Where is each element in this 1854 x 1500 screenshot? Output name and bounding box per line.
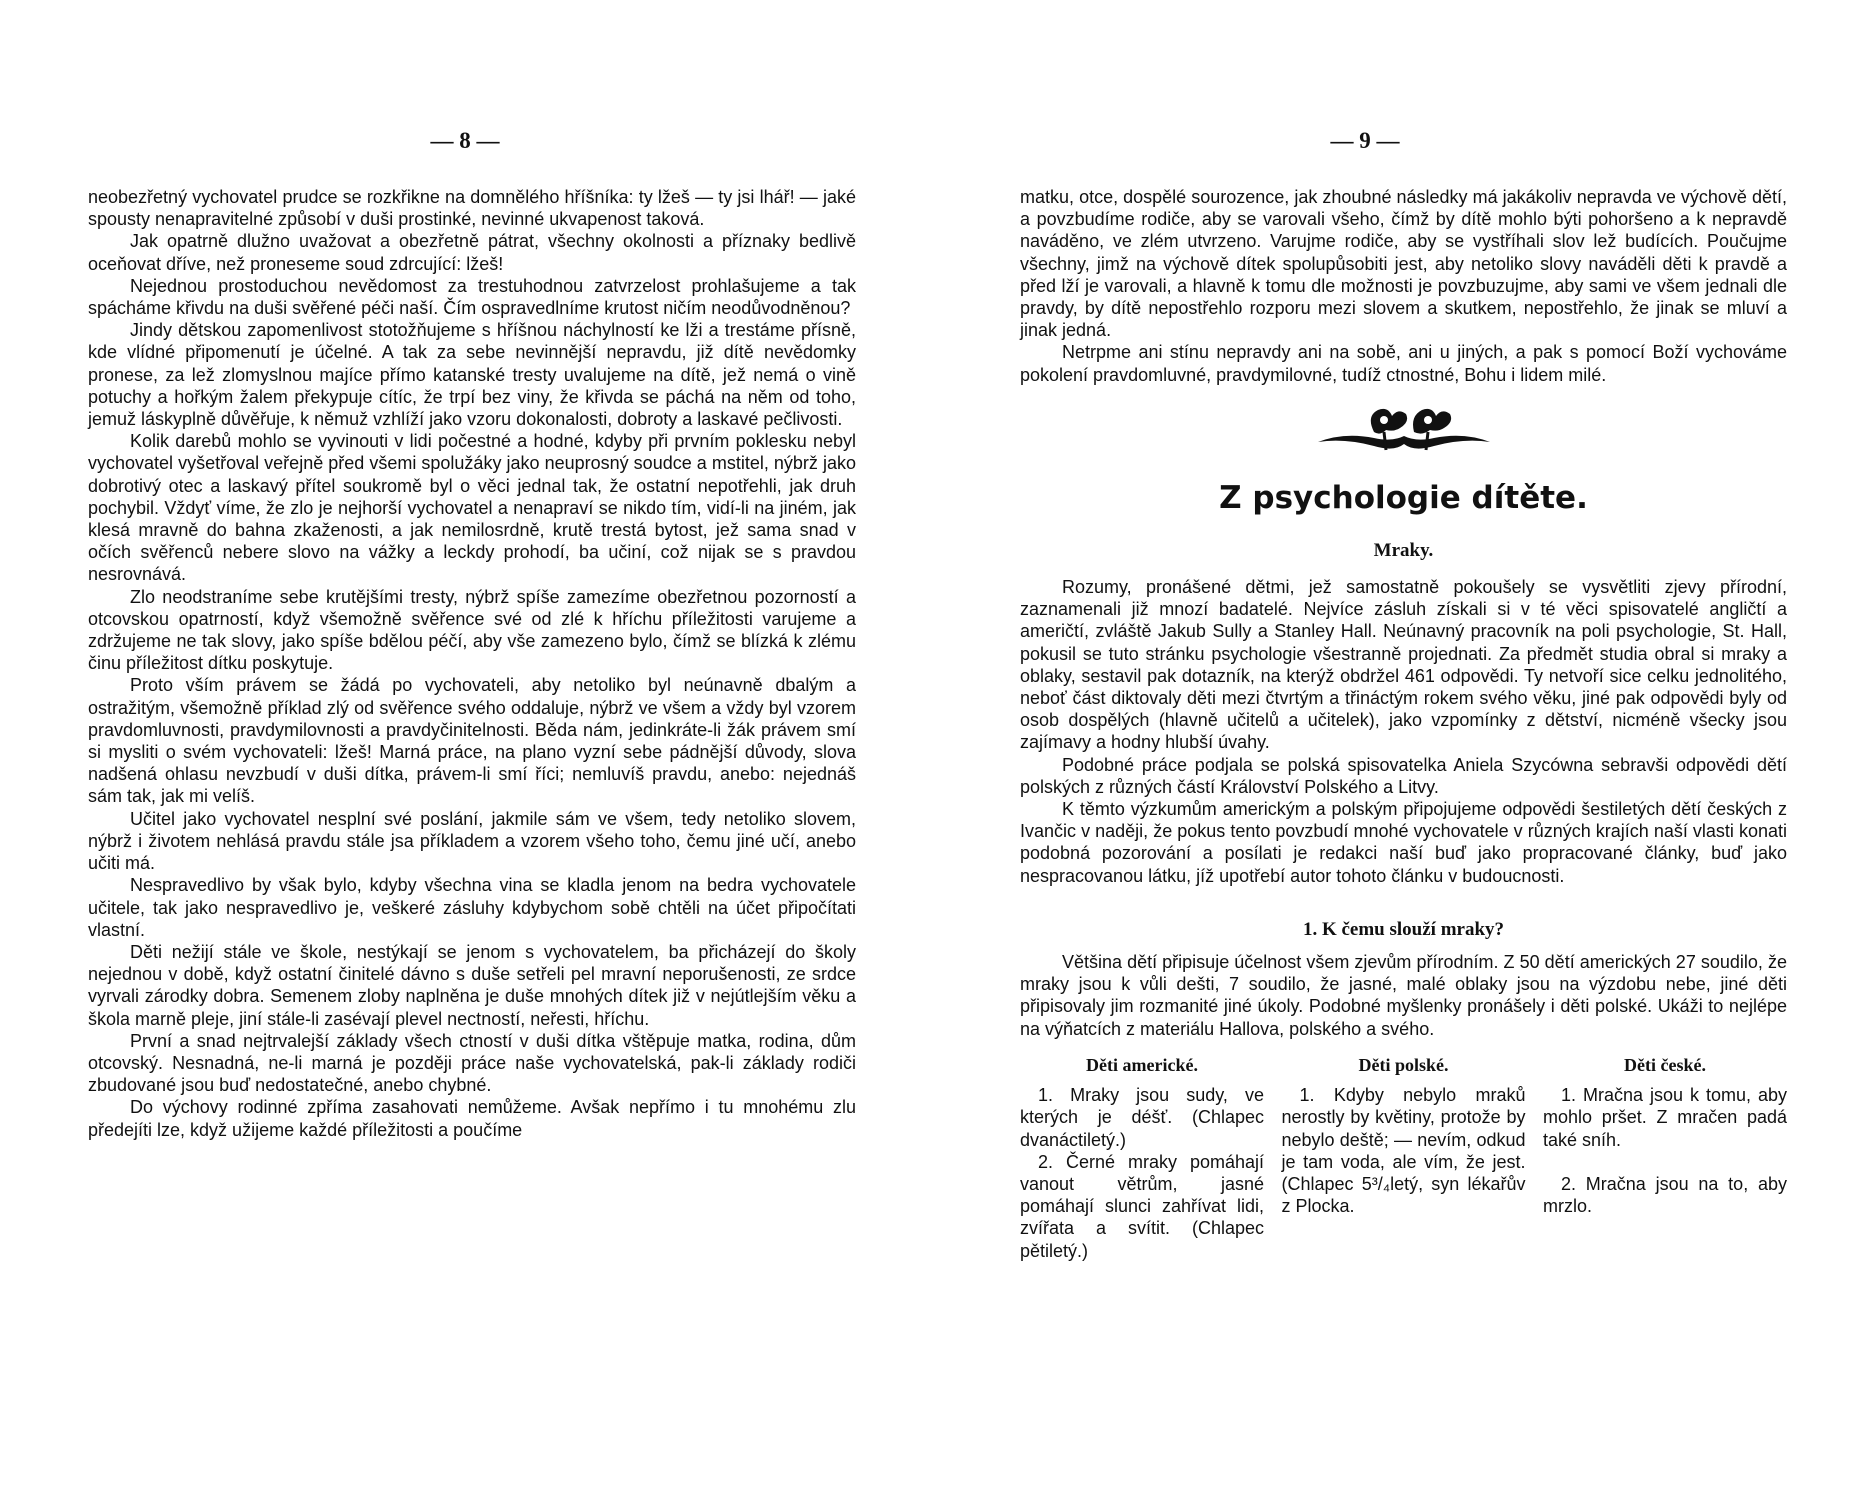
article-title: Z psychologie dítěte. bbox=[1219, 479, 1588, 516]
article-subtitle: Mraky. bbox=[1373, 539, 1434, 561]
paragraph: Proto vším právem se žádá po vychovateli, aby netoliko byl neúnavně dbalým a ostražitým, všemožně příklad zlý od svěřence svého oddaluje, nýbrž ve všem a vždy byl vzorem pravdomluvnosti, pravdymilovnosti a pravdyčinitelnosti. Běda nám, jedinkráte-li žák právem smí si mysliti o svém vychovateli: lžeš! Marná práce, na plano vyzní sebe pádnější důvody, slova nadšená ohlasu nevzbudí v duši dítka, právem-li smí říci; nemluvíš pravdu, anebo: nejednáš sám tak, jak mi velíš. bbox=[88, 675, 856, 807]
paragraph: Nejednou prostoduchou nevědomost za trestuhodnou zatvrzelost prohlašujeme a tak spácháme křivdu na duši svěřené péči naší. Čím ospravedlníme krutost ničím neodůvodněnou? bbox=[88, 275, 856, 319]
paragraph: Rozumy, pronášené dětmi, jež samostatně pokoušely se vysvětliti zjevy přírodní, zaznamenali již mnozí badatelé. Nejvíce zásluh získali si v té věci spisovatelé angličtí a američtí, zvláště Jakub Sully a Stanley Hall. Neúnavný pracovník na poli psychologie, St. Hall, pokusil se tuto stránku psychologie všestranně projednati. Za předmět studia obral si mraky a oblaky, sestavil pak dotazník, na kterýž obdržel 461 odpovědi. Ty netvoří sice celku jednolitého, neboť část diktovaly děti mezi čtvrtým a třináctým rokem svého věku, jiné pak odpovědi byly od osob dospělých (hlavně učitelů a učitelek), jako vzpomínky z dětství, nicméně všecky jsou zajímavy a hodny hlubší úvahy. bbox=[1020, 577, 1787, 753]
paragraph: matku, otce, dospělé sourozence, jak zhoubné následky má jakákoliv nepravda ve výchově dětí, a povzbudíme rodiče, aby se varovali všeho, čímž by dítě mohlo býti pohoršeno a k nepravdě naváděno, ve zlém utvrzeno. Varujme rodiče, aby se vystříhali slov lež budících. Poučujme všechny, jimž na výchově dítek spolupůsobiti jest, aby netoliko slovy naváděli děti k pravdě a před lží je varovali, a hlavně k tomu dle možnosti je povzbuzujme, aby sami ve všem jednali dle pravdy, by dítě nepostřehlo rozporu mezi slovem a skutkem, nepostřehlo, že jinak se mluví a jinak jedná. bbox=[1020, 187, 1787, 341]
page-number: — 9 — bbox=[1330, 128, 1400, 153]
column-header: Děti české. bbox=[1624, 1054, 1706, 1075]
paragraph: K těmto výzkumům americkým a polským připojujeme odpovědi šestiletých dětí českých z Ivančic v naději, že pokus tento povzbudí mnohé vychovatele v různých krajích naší vlasti konati podobná pozorování a posílati je redakci naší buď jako propracované články, buď jako nespracovanou látku, jíž upotřebí autor tohoto článku v budoucnosti. bbox=[1020, 799, 1787, 886]
paragraph: Většina dětí připisuje účelnost všem zjevům přírodním. Z 50 dětí amerických 27 soudilo, že mraky jsou k vůli dešti, 7 soudilo, že jasné, malé oblaky jsou na výzdobu nebe, jiné děti připisovaly jim rozmanité jiné úkoly. Podobné myšlenky pronášely i děti polské. Ukáži to nejlépe na výňatcích z materiálu Hallova, polského a svého. bbox=[1020, 952, 1787, 1039]
column-header: Děti polské. bbox=[1358, 1054, 1449, 1075]
column-header: Děti americké. bbox=[1086, 1054, 1198, 1075]
paragraph: Kolik darebů mohlo se vyvinouti v lidi počestné a hodné, kdyby při prvním poklesku nebyl vychovatel vyšetřoval veřejně před všemi spolužáky jako neuprosný soudce a mstitel, nýbrž jako dobrotivý otec a laskavý přítel soukromě byl o věci jednal tak, že ostatní nepotřehli, jak druh pochybil. Vždyť víme, že zlo je nejhorší vychovatel a nenapraví se nikdo tím, vidí-li na jiném, jak klesá mravně do bahna zkaženosti, a jak nemilosrdně, krutě trestá bytost, jež sama snad v očích svěřenců nebere slovo na vážky a leckdy prohodí, ba učiní, což nijak se s pravdou nesrovnává. bbox=[88, 431, 856, 585]
paragraph: Zlo neodstraníme sebe krutějšími tresty, nýbrž spíše zamezíme obezřetnou pozorností a otcovskou opatrností, když všemožně svěřence své od zlé k hříchu příležitosti varujeme a zdržujeme ne tak slovy, jako spíše bdělou péčí, aby vše zamezeno bylo, čímž se blízká k zlému činu příležitost dítku poskytuje. bbox=[88, 586, 856, 674]
answers-columns bbox=[1020, 1054, 1787, 1262]
column-czech bbox=[1543, 1054, 1787, 1262]
paragraph: První a snad nejtrvalejší základy všech ctností v duši dítka vštěpuje matka, rodina, dům otcovský. Nesnadná, ne-li marná je později práce naše vychovatelská, pak-li základy rodiči zbudované jsou buď nedostatečné, anebo chybné. bbox=[88, 1030, 856, 1096]
right-page-body bbox=[1020, 186, 1787, 1262]
answer-entry: 1. Mraky jsou sudy, ve kterých je déšť. (Chlapec dvanáctiletý.) bbox=[1020, 1085, 1264, 1150]
paragraph: Děti nežijí stále ve škole, nestýkají se jenom s vychovatelem, ba přicházejí do školy nejednou v době, když ostatní činitelé dávno s duše setřeli pel mravní neporušenosti, ze srdce vyrvali zárodky dobra. Semenem zloby naplněna je duše mnohých dítek již v nejútlejším věku a škola marně pleje, jiní stále-li zasévají plevel nectností, neřesti, hříchu. bbox=[88, 941, 856, 1029]
paragraph: neobezřetný vychovatel prudce se rozkřikne na domnělého hříšníka: ty lžeš — ty jsi lhář! — jaké spousty nenapravitelné způsobí v duši prostinké, nevinné ukvapenost taková. bbox=[88, 187, 856, 230]
left-page-body bbox=[88, 186, 856, 1141]
floral-ornament-icon bbox=[1314, 402, 1494, 460]
paragraph: Učitel jako vychovatel nesplní své poslání, jakmile sám ve všem, tedy netoliko slovem, nýbrž i životem nehlásá pravdu stále jsa příkladem a vzorem všeho toho, čemu jiné učí, anebo učiti má. bbox=[88, 808, 856, 874]
paragraph: Nespravedlivo by však bylo, kdyby všechna vina se kladla jenom na bedra vychovatele učitele, tak jako nespravedlivo je, veškeré zásluhy kdybychom sobě chtěli na účet připočítati vlastní. bbox=[88, 875, 856, 940]
answer-entry: 1. Mračna jsou k tomu, aby mohlo pršet. Z mračen padá také sníh. bbox=[1543, 1085, 1787, 1150]
section-title: 1. K čemu slouží mraky? bbox=[1302, 918, 1505, 940]
paragraph: Podobné práce podjala se polská spisovatelka Aniela Szycówna sebravši odpovědi dětí polských z různých částí Království Polského a Litvy. bbox=[1020, 754, 1787, 797]
paragraph: Jindy dětskou zapomenlivost stotožňujeme s hříšnou náchylností ke lži a trestáme přísně, kde vlídné připomenutí je účelné. A tak za sebe nevinnější nepravdu, již dítě nevědomky pronese, za lež zlomyslnou majíce přímo katanské tresty uvalujeme na dítě, jež nemá o vině potuchy a hořkým žalem překypuje cítíc, že trpí bez viny, že křivda se páchá na něm od toho, jemuž láskyplně důvěřuje, k němuž vzhlíží jako vzoru dokonalosti, dobroty a laskavé pečlivosti. bbox=[88, 320, 856, 430]
paragraph: Do výchovy rodinné zpříma zasahovati nemůžeme. Avšak nepřímo i tu mnohému zlu předejíti lze, když užijeme každé příležitosti a poučíme bbox=[88, 1097, 856, 1140]
answer-entry: 2. Černé mraky pomáhají vanout větrům, jasné pomáhají slunci zahřívat lidi, zvířata a svítit. (Chlapec pětiletý.) bbox=[1020, 1151, 1264, 1261]
paragraph: Jak opatrně dlužno uvažovat a obezřetně pátrat, všechny okolnosti a příznaky bedlivě oceňovat dříve, než proneseme soud zdrcující: lžeš! bbox=[88, 231, 856, 274]
column-polish bbox=[1282, 1054, 1526, 1262]
column-american bbox=[1020, 1054, 1264, 1262]
page-number: — 8 — bbox=[430, 128, 500, 153]
answer-entry: 2. Mračna jsou na to, aby mrzlo. bbox=[1543, 1173, 1787, 1216]
answer-entry: 1. Kdyby nebylo mraků nerostly by květiny, protože by nebylo deště; — nevím, odkud je tam voda, ale vím, že jest. (Chlapec 5³/₄letý, syn lékařův z Plocka. bbox=[1281, 1085, 1526, 1217]
paragraph: Netrpme ani stínu nepravdy ani na sobě, ani u jiných, a pak s pomocí Boží vychováme pokolení pravdomluvné, pravdymilovné, tudíž ctnostné, Bohu i lidem milé. bbox=[1020, 342, 1787, 385]
